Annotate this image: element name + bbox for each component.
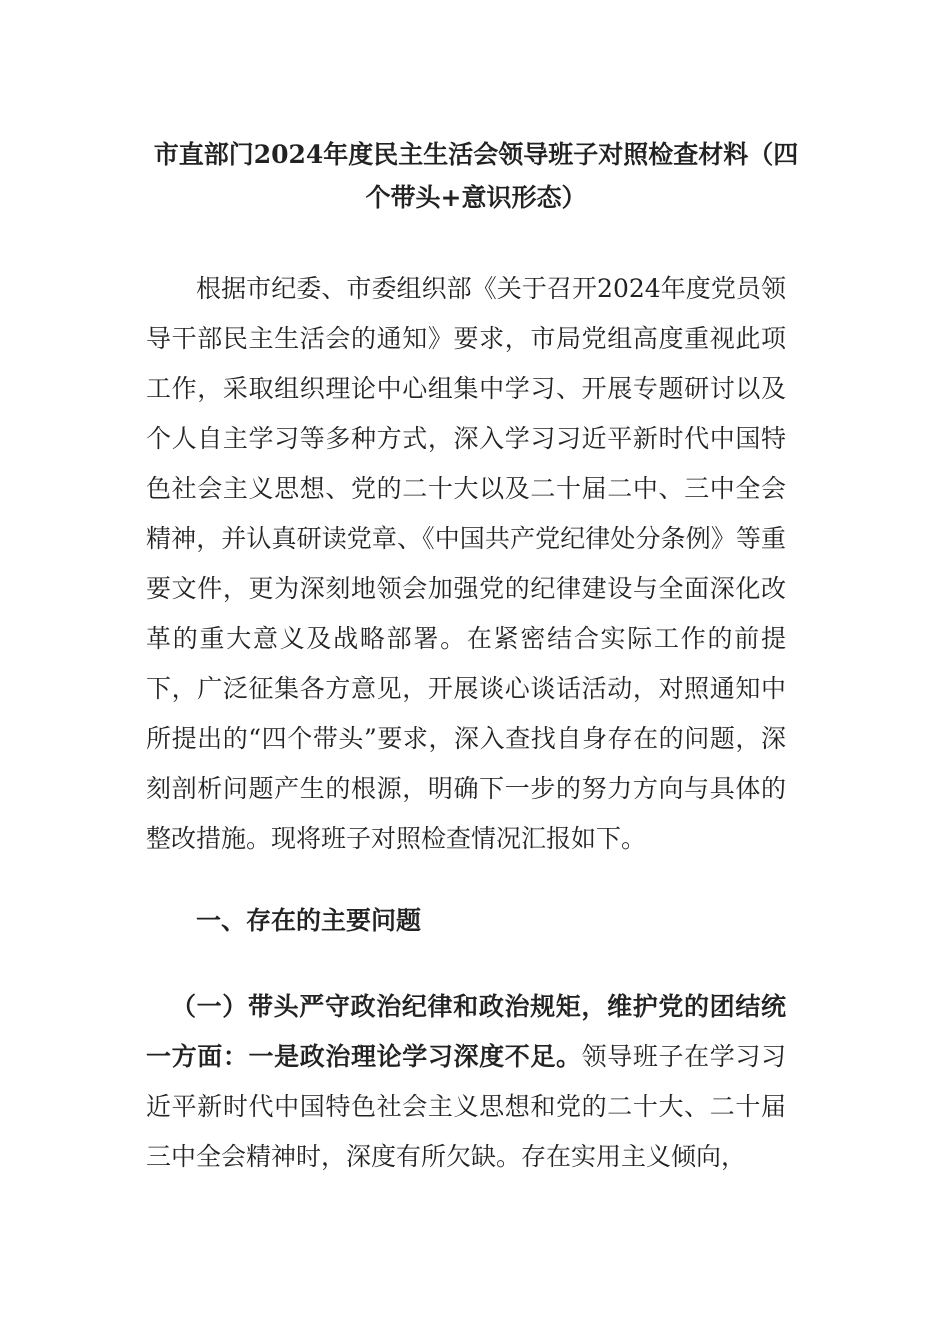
subsection-point-title: 一是政治理论学习深度不足。 (248, 1042, 582, 1071)
subsection-heading: （一）带头严守政治纪律和政治规矩，维护党的团结统一方面： (146, 992, 786, 1071)
document-title: 市直部门2024年度民主生活会领导班子对照检查材料（四个带头+意识形态） (153, 140, 799, 212)
section-heading: 一、存在的主要问题 (196, 906, 422, 935)
intro-paragraph: 根据市纪委、市委组织部《关于召开2024年度党员领导干部民主生活会的通知》要求，市局党组高度重视此项工作，采取组织理论中心组集中学习、开展专题研讨以及个人自主学习等多种方式，深入学习习近平新时代中国特色社会主义思想、党的二十大以及二十届二中、三中全会精神，并认真研读党章、《中国共产党纪律处分条例》等重要文件，更为深刻地领会加强党的纪律建设与全面深化改革的重大意义及战略部署。在紧密结合实际工作的前提下，广泛征集各方意见，开展谈心谈话活动，对照通知中所提出的“四个带头”要求，深入查找自身存在的问题，深刻剖析问题产生的根源，明确下一步的努力方向与具体的整改措施。现将班子对照检查情况汇报如下。 (146, 274, 786, 853)
subsection-paragraph (146, 982, 786, 1182)
subsection-text: 领导班子在学习习近平新时代中国特色社会主义思想和党的二十大、二十届三中全会精神时，深度有所欠缺。存在实用主义倾向， (146, 1042, 786, 1171)
